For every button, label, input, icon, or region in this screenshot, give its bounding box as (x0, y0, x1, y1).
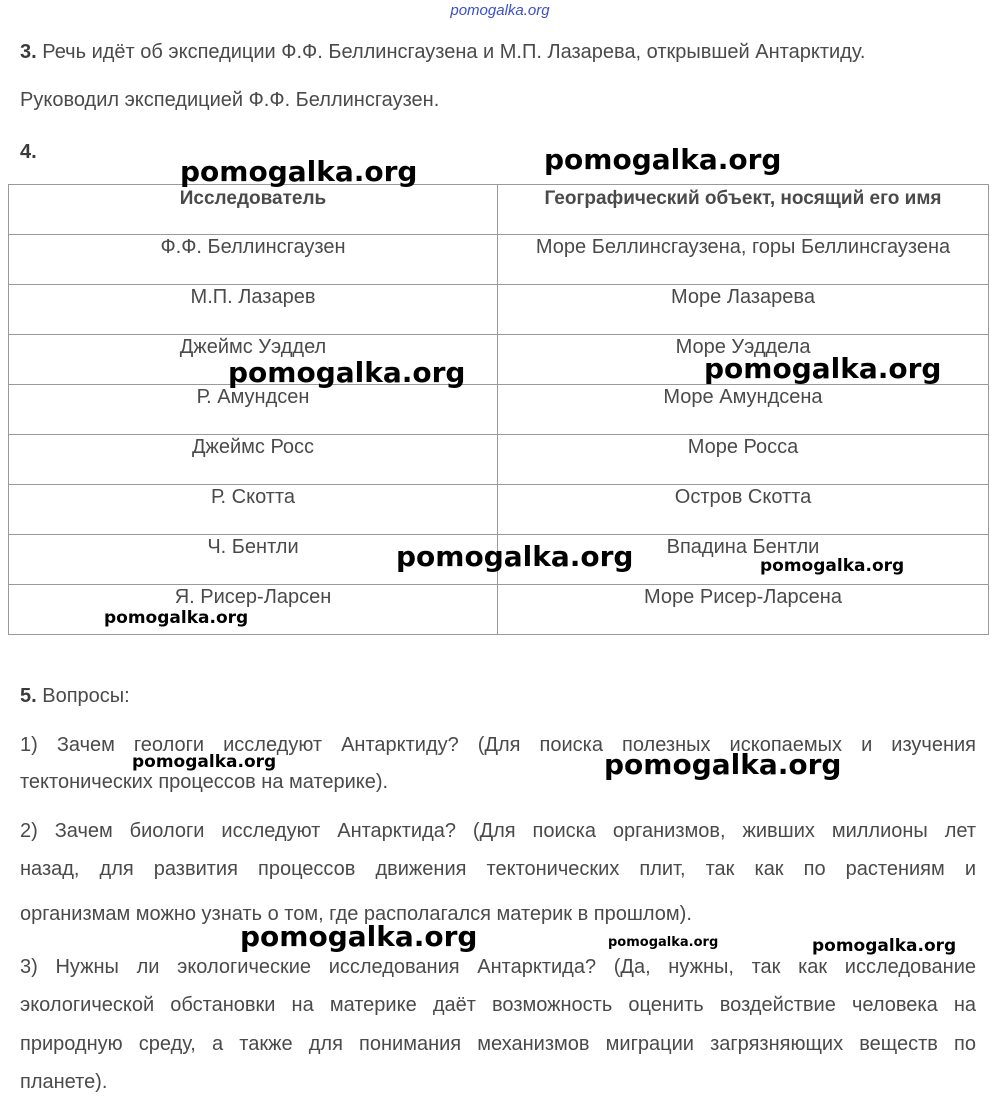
q5-item2-line2: назад, для развития процессов движения тектонических плит, так как по растениям и (20, 858, 976, 880)
watermark: pomogalka.org (180, 155, 418, 188)
q4-number: 4. (20, 141, 37, 163)
table-cell-object: Море Уэддела (498, 335, 989, 385)
q5-item3-line1: 3) Нужны ли экологические исследования Антарктида? (Да, нужны, так как исследование (20, 956, 976, 978)
watermark: pomogalka.org (104, 608, 249, 628)
watermark: pomogalka.org (604, 748, 842, 781)
q3-number: 3. (20, 41, 37, 63)
table-cell-object: Остров Скотта (498, 485, 989, 535)
table-cell-object: Море Лазарева (498, 285, 989, 335)
q5-item2-line1: 2) Зачем биологи исследуют Антарктида? (Для поиска организмов, живших миллионы лет (20, 820, 976, 842)
q3-line1 (20, 40, 865, 64)
watermark: pomogalka.org (396, 540, 634, 573)
q5-item3-line2: экологической обстановки на материке даёт возможность оценить воздействие человека на (20, 994, 976, 1016)
watermark: pomogalka.org (544, 143, 782, 176)
table-cell-object: Море Беллинсгаузена, горы Беллинсгаузена (498, 235, 989, 285)
watermark: pomogalka.org (240, 920, 478, 953)
table-cell-object: Море Рисер-Ларсена (498, 585, 989, 635)
q3-text-line1: Речь идёт об экспедиции Ф.Ф. Беллинсгаузена и М.П. Лазарева, открывшей Антарктиду. (42, 41, 866, 63)
table-header-object: Географический объект, носящий его имя (498, 185, 989, 235)
table-header-row (9, 185, 989, 235)
table-cell-explorer: Ч. Бентли (9, 535, 498, 585)
q5-title-line (20, 684, 130, 708)
table-row (9, 435, 989, 485)
q5-item1-line2: тектонических процессов на материке). (20, 771, 389, 793)
site-header-link[interactable]: pomogalka.org (450, 2, 550, 19)
watermark: pomogalka.org (704, 352, 942, 385)
table-row (9, 485, 989, 535)
q5-number: 5. (20, 685, 37, 707)
table-cell-object: Море Амундсена (498, 385, 989, 435)
table-cell-explorer: Ф.Ф. Беллинсгаузен (9, 235, 498, 285)
table-row (9, 235, 989, 285)
table-cell-explorer: М.П. Лазарев (9, 285, 498, 335)
watermark: pomogalka.org (608, 935, 719, 950)
q5-item3-line4: планете). (20, 1071, 108, 1093)
table-cell-explorer: Джеймс Уэддел (9, 335, 498, 385)
table-cell-explorer: Я. Рисер-Ларсен (9, 585, 498, 635)
watermark: pomogalka.org (228, 356, 466, 389)
table-cell-explorer: Р. Амундсен (9, 385, 498, 435)
q5-item3-line3: природную среду, а также для понимания механизмов миграции загрязняющих веществ по (20, 1033, 976, 1055)
table-cell-object: Впадина Бентли (498, 535, 989, 585)
q5-item1-line1: 1) Зачем геологи исследуют Антарктиду? (Для поиска полезных ископаемых и изучения (20, 734, 976, 756)
watermark: pomogalka.org (760, 556, 905, 576)
table-row (9, 285, 989, 335)
table-row (9, 385, 989, 435)
table-cell-object: Море Росса (498, 435, 989, 485)
q5-item2-line3: организмам можно узнать о том, где располагался материк в прошлом). (20, 903, 692, 925)
table-cell-explorer: Джеймс Росс (9, 435, 498, 485)
watermark: pomogalka.org (132, 752, 277, 772)
table-header-explorer: Исследователь (9, 185, 498, 235)
q5-title: Вопросы: (42, 685, 130, 707)
watermark: pomogalka.org (812, 936, 957, 956)
table-cell-explorer: Р. Скотта (9, 485, 498, 535)
q3-line2: Руководил экспедицией Ф.Ф. Беллинсгаузен. (20, 89, 440, 111)
